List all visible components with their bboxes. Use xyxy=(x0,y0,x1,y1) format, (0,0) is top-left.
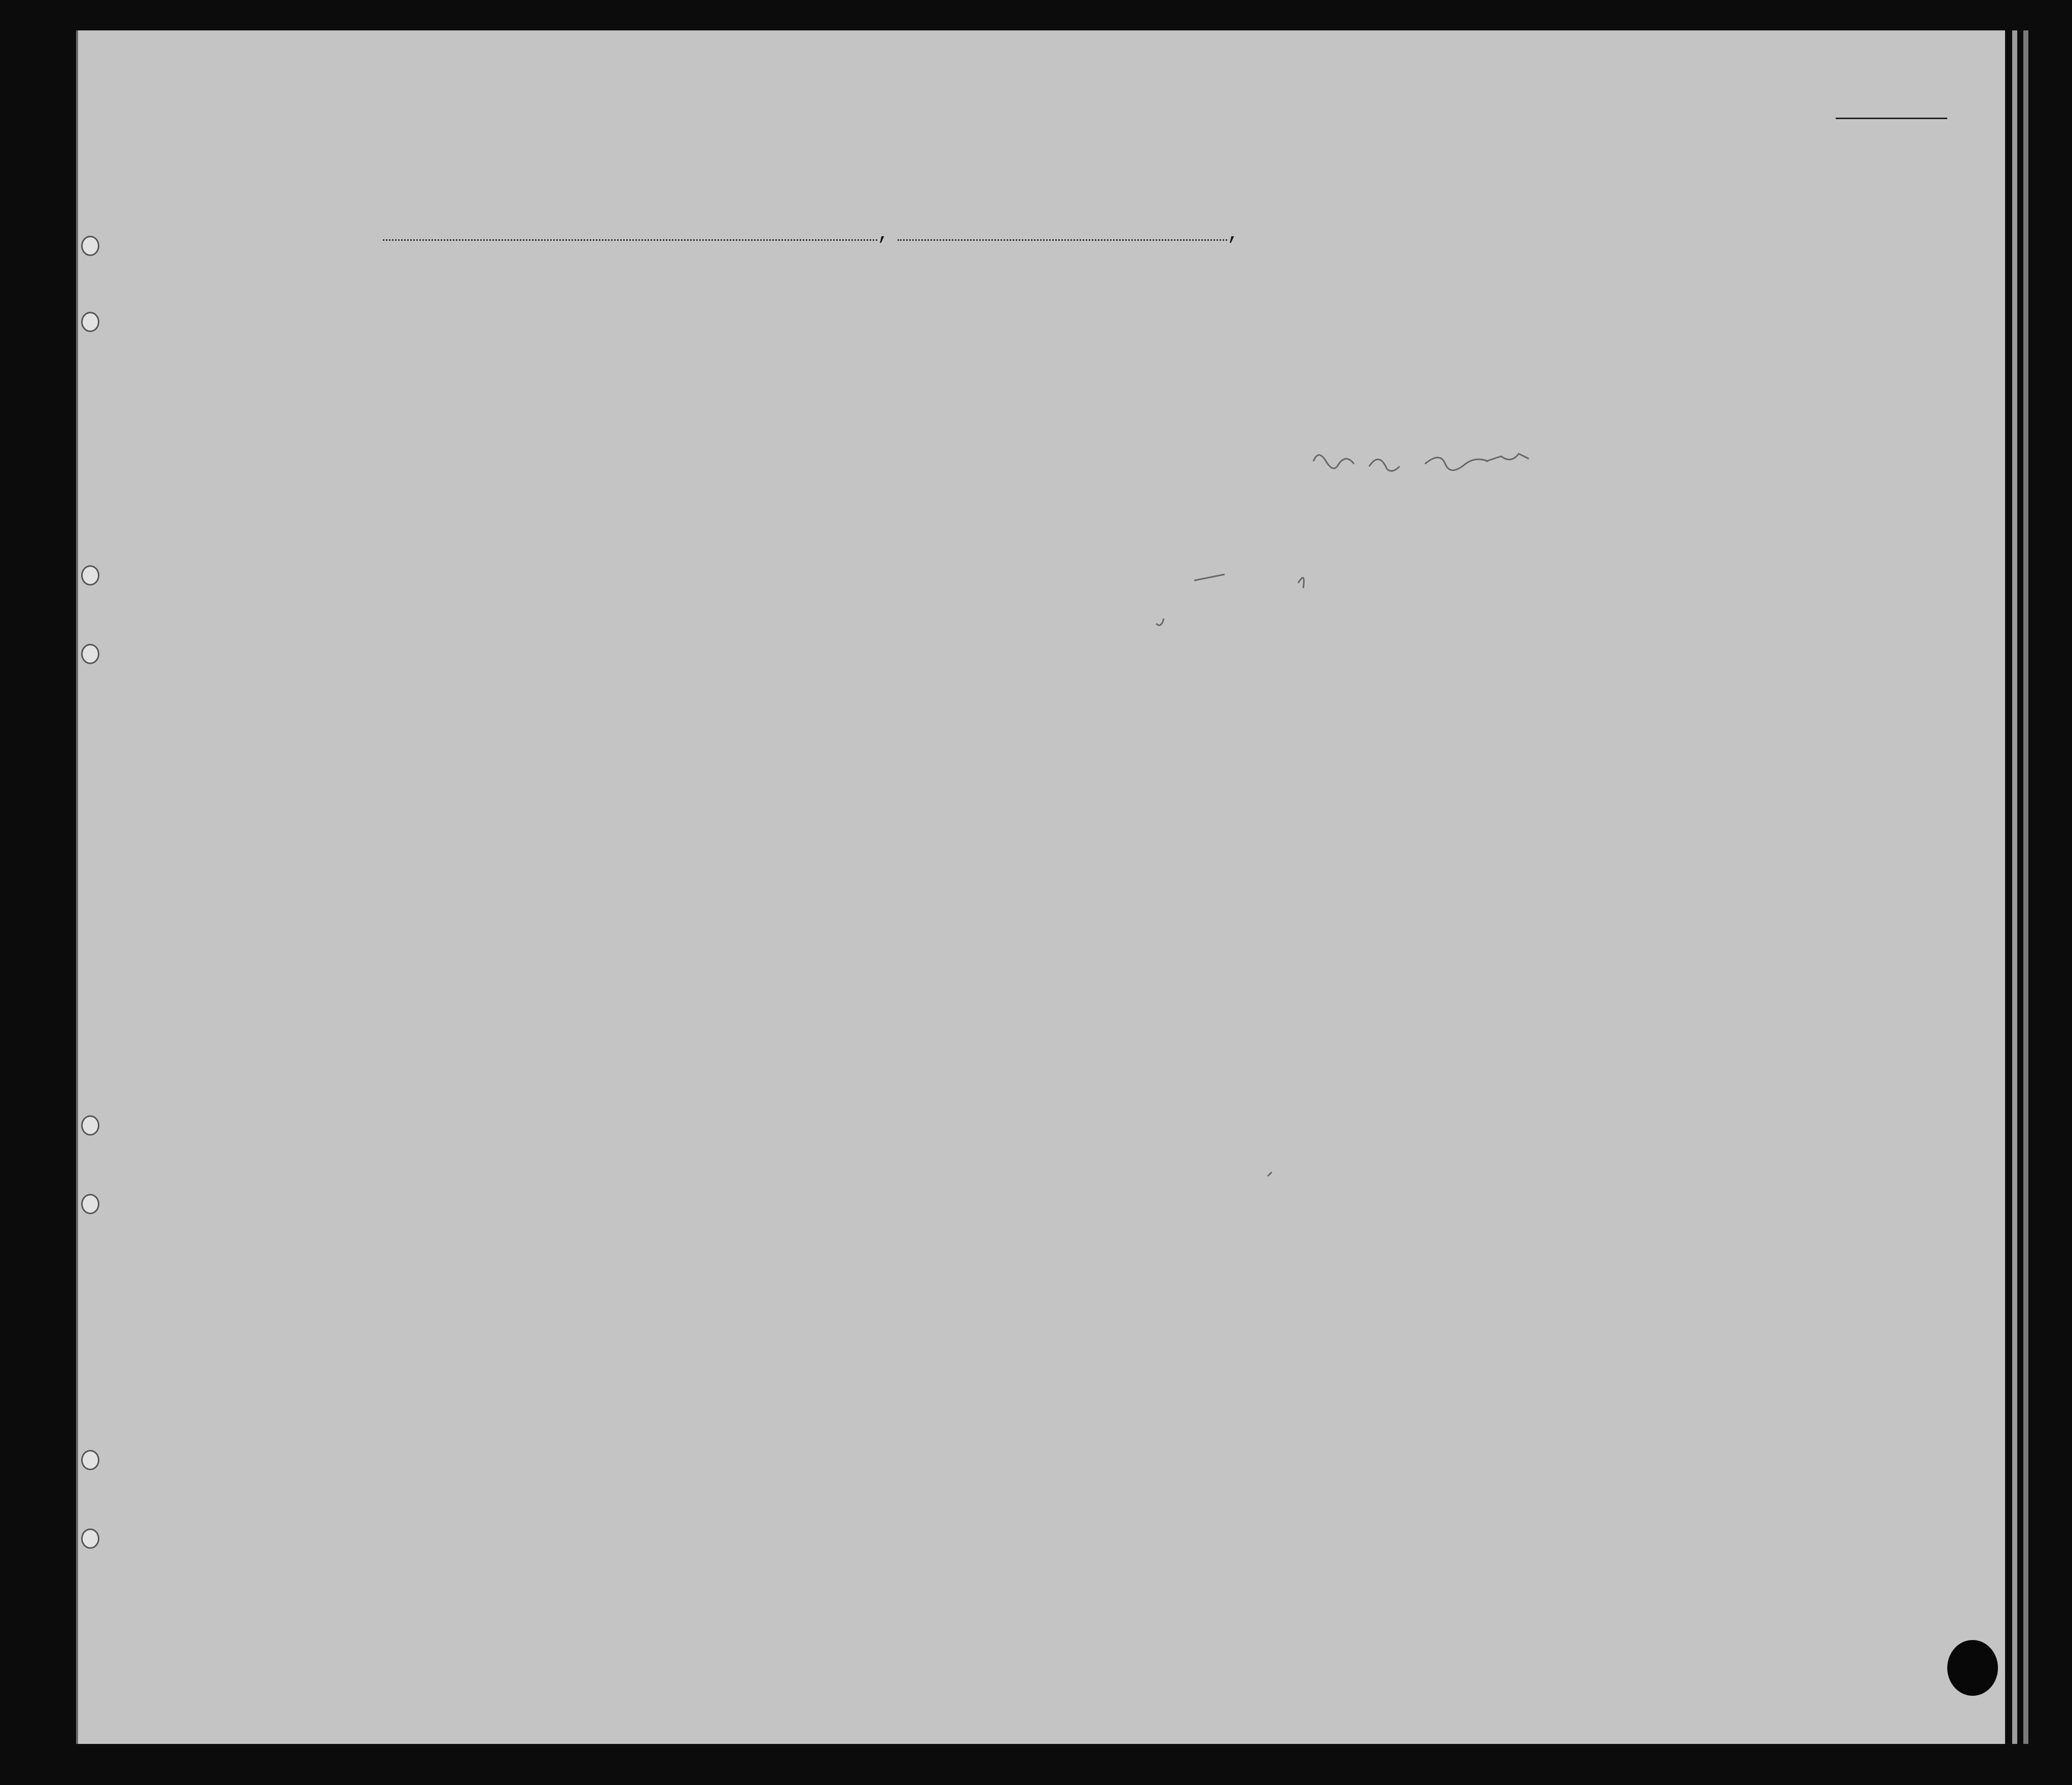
comma-2: , xyxy=(1227,223,1240,246)
comma-1: , xyxy=(877,223,890,246)
